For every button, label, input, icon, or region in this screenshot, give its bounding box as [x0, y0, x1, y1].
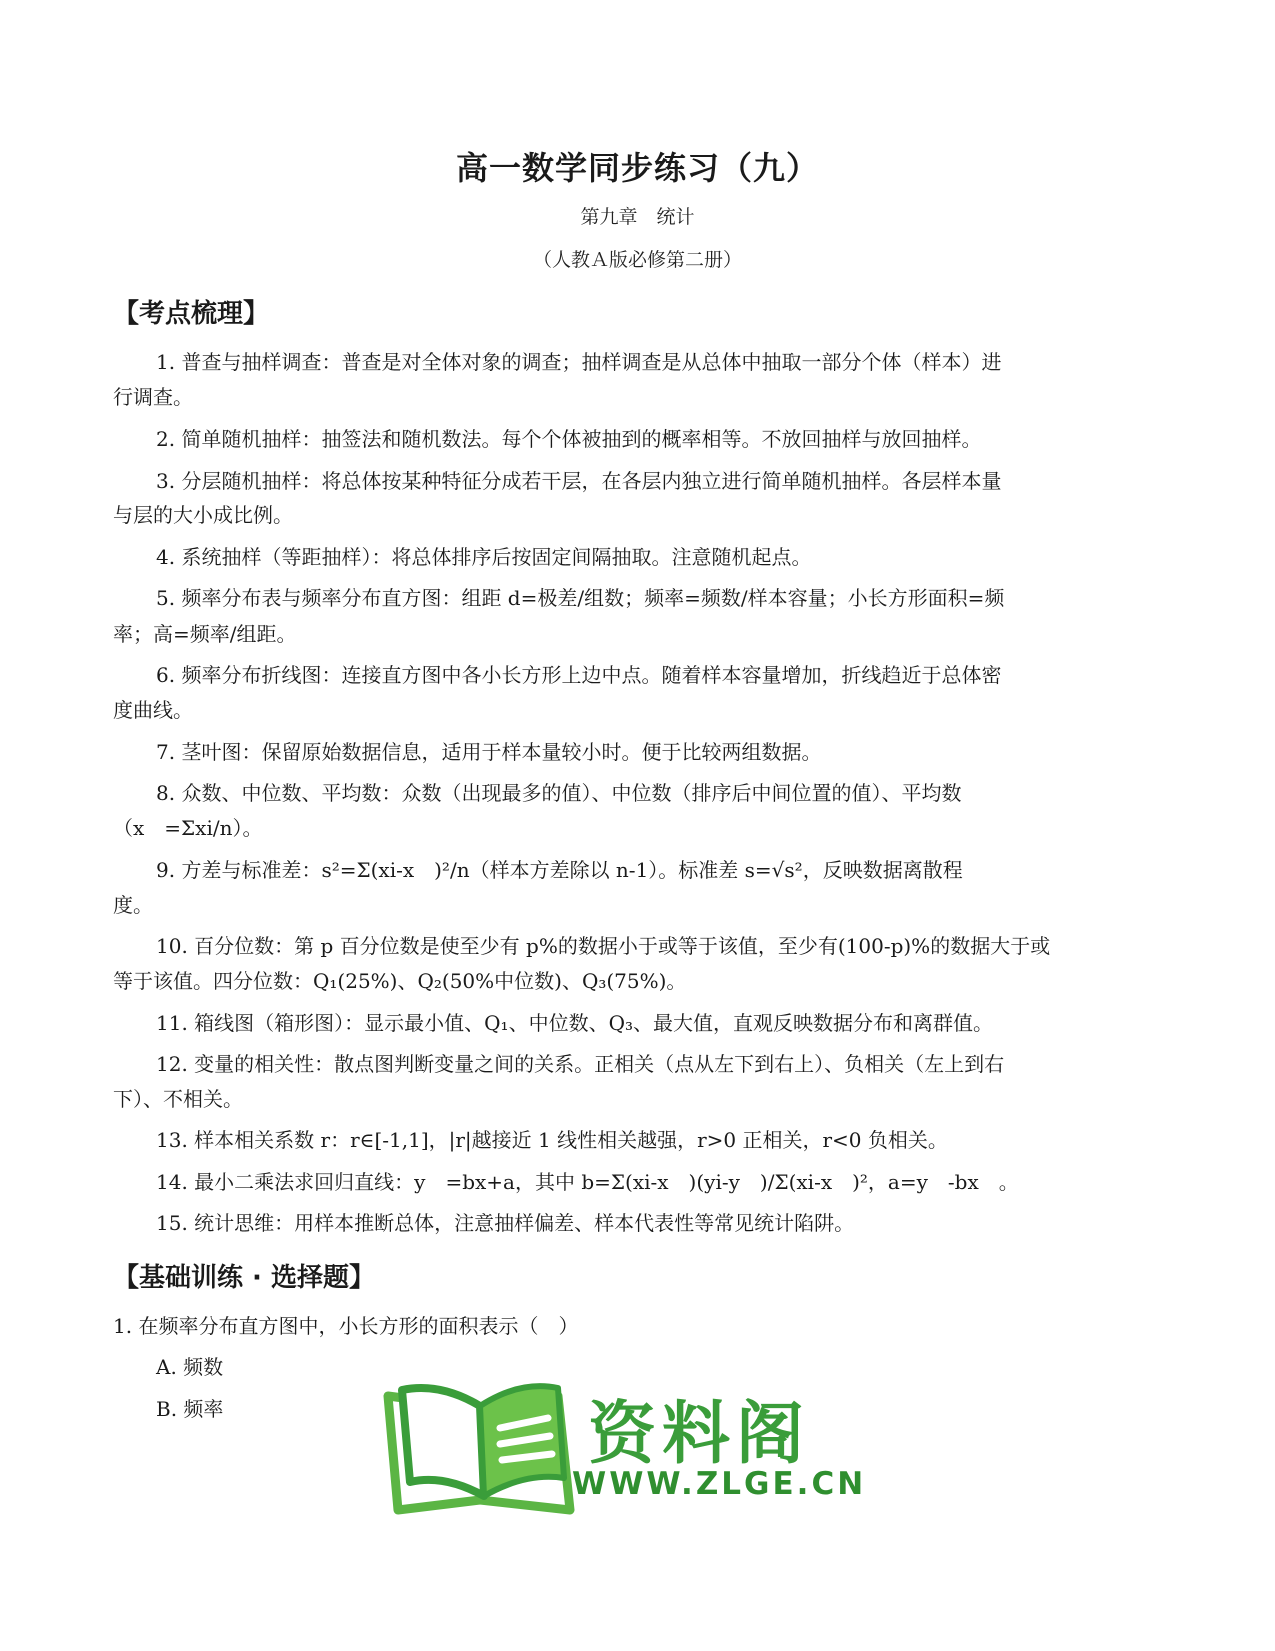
review-line: 行调查。 — [113, 385, 193, 409]
chapter-subtitle: 第九章 统计 — [580, 206, 695, 228]
watermark-url: WWW.ZLGE.CN — [572, 1466, 867, 1502]
review-line: 与层的大小成比例。 — [113, 503, 293, 527]
review-line: 12. 变量的相关性：散点图判断变量之间的关系。正相关（点从左下到右上）、负相关（左上到右 — [156, 1052, 1005, 1076]
review-line: 15. 统计思维：用样本推断总体，注意抽样偏差、样本代表性等常见统计陷阱。 — [156, 1211, 855, 1235]
review-line: 10. 百分位数：第 p 百分位数是使至少有 p%的数据小于或等于该值，至少有(100-p)%的数据大于或 — [156, 934, 1051, 958]
review-line: 14. 最小二乘法求回归直线：y =bx+a，其中 b=Σ(xi-x )(yi-y )/Σ(xi-x )²，a=y -bx 。 — [156, 1170, 1019, 1194]
question-stem: 1. 在频率分布直方图中，小长方形的面积表示（ ） — [113, 1314, 579, 1338]
review-line: 5. 频率分布表与频率分布直方图：组距 d=极差/组数；频率=频数/样本容量；小长方形面积=频 — [156, 586, 1005, 610]
question-option-a: A. 频数 — [156, 1355, 224, 1379]
page-title: 高一数学同步练习（九） — [455, 149, 819, 187]
review-line: 度。 — [113, 893, 153, 917]
review-line: 6. 频率分布折线图：连接直方图中各小长方形上边中点。随着样本容量增加，折线趋近于总体密 — [156, 663, 1002, 687]
section-heading-review: 【考点梳理】 — [113, 299, 270, 329]
review-line: 4. 系统抽样（等距抽样）：将总体排序后按固定间隔抽取。注意随机起点。 — [156, 545, 812, 569]
review-line: 度曲线。 — [113, 698, 193, 722]
section-heading-practice: 【基础训练 · 选择题】 — [113, 1263, 375, 1293]
review-line: 9. 方差与标准差：s²=Σ(xi-x )²/n（样本方差除以 n-1）。标准差 s=√s²，反映数据离散程 — [156, 858, 963, 882]
review-line: 下）、不相关。 — [113, 1087, 243, 1111]
watermark-brand: 资料阁 — [588, 1395, 811, 1474]
question-option-b: B. 频率 — [156, 1397, 224, 1421]
review-line: 13. 样本相关系数 r：r∈[-1,1]，|r|越接近 1 线性相关越强，r>0 正相关，r<0 负相关。 — [156, 1128, 948, 1152]
review-line: （x =Σxi/n）。 — [113, 816, 263, 840]
review-line: 8. 众数、中位数、平均数：众数（出现最多的值）、中位数（排序后中间位置的值）、平均数 — [156, 781, 962, 805]
edition-subtitle: （人教Ａ版必修第二册） — [532, 249, 742, 271]
review-line: 11. 箱线图（箱形图）：显示最小值、Q₁、中位数、Q₃、最大值，直观反映数据分布和离群值。 — [156, 1011, 993, 1035]
review-line: 率；高=频率/组距。 — [113, 622, 297, 646]
review-line: 1. 普查与抽样调查：普查是对全体对象的调查；抽样调查是从总体中抽取一部分个体（样本）进 — [156, 350, 1002, 374]
review-line: 2. 简单随机抽样：抽签法和随机数法。每个个体被抽到的概率相等。不放回抽样与放回抽样。 — [156, 427, 982, 451]
review-line: 7. 茎叶图：保留原始数据信息，适用于样本量较小时。便于比较两组数据。 — [156, 740, 822, 764]
review-line: 等于该值。四分位数：Q₁(25%)、Q₂(50%中位数)、Q₃(75%)。 — [113, 969, 687, 993]
review-line: 3. 分层随机抽样：将总体按某种特征分成若干层，在各层内独立进行简单随机抽样。各层样本量 — [156, 469, 1002, 493]
